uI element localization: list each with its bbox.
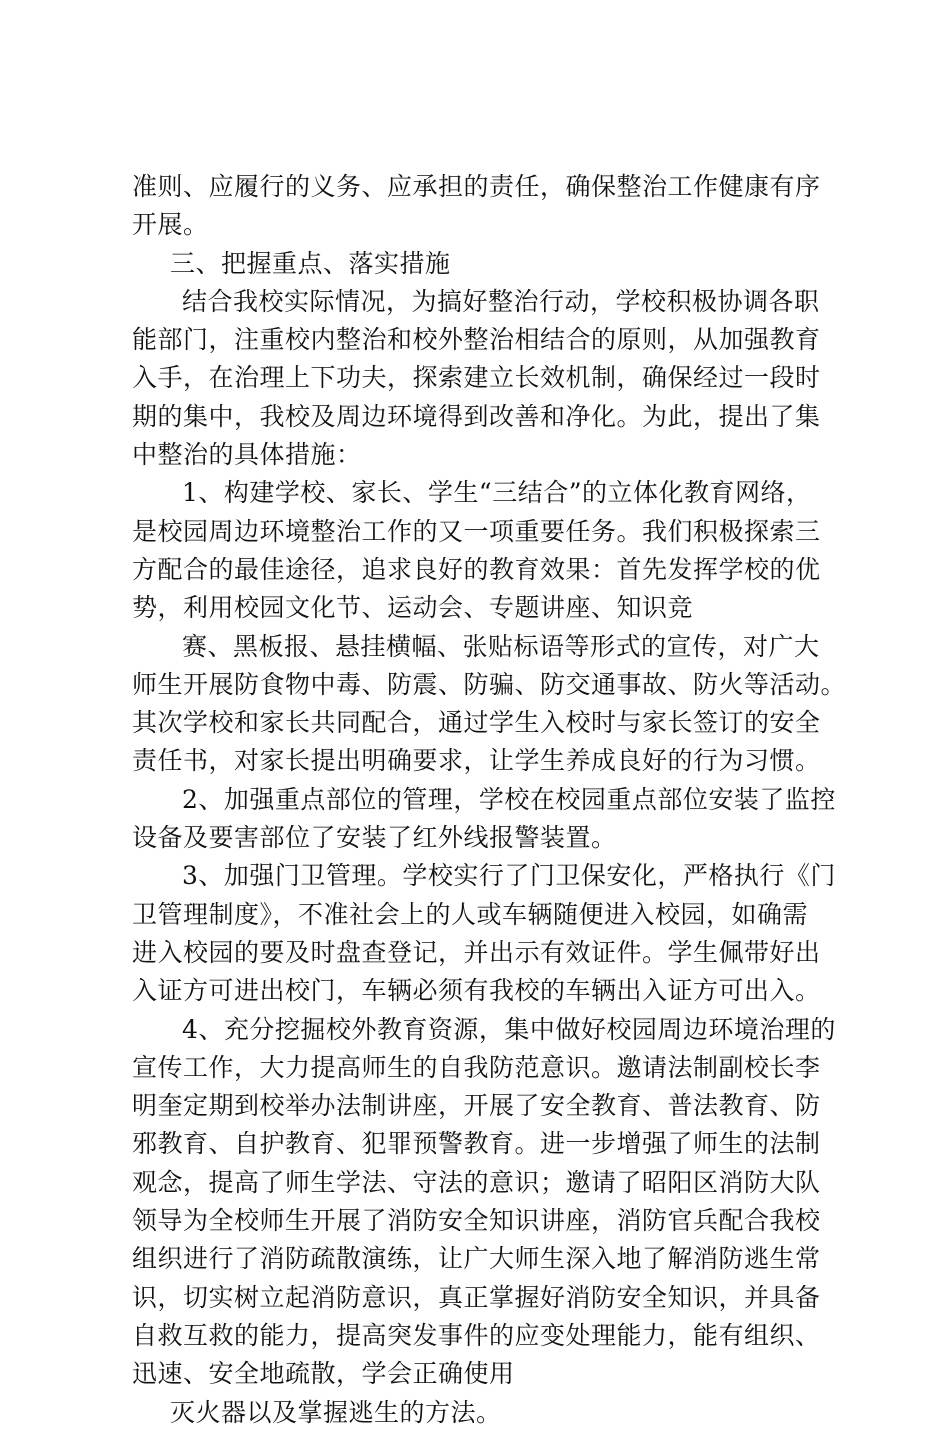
text-line: 1、构建学校、家长、学生“三结合”的立体化教育网络， [182,478,812,508]
text-line: 方配合的最佳途径，追求良好的教育效果：首先发挥学校的优 [132,554,821,584]
section-heading: 三、把握重点、落实措施 [170,248,451,278]
text-line: 自救互救的能力，提高突发事件的应变处理能力，能有组织、 [132,1320,821,1350]
text-line: 期的集中，我校及周边环境得到改善和净化。为此，提出了集 [132,401,821,431]
text-line: 组织进行了消防疏散演练，让广大师生深入地了解消防逃生常 [132,1244,821,1274]
text-line: 进入校园的要及时盘查登记，并出示有效证件。学生佩带好出 [132,937,821,967]
text-line: 灭火器以及掌握逃生的方法。 [170,1397,502,1427]
text-line: 设备及要害部位了安装了红外线报警装置。 [132,823,617,853]
text-line: 准则、应履行的义务、应承担的责任，确保整治工作健康有序 [132,172,821,201]
text-line: 责任书，对家长提出明确要求，让学生养成良好的行为习惯。 [132,746,821,776]
text-line: 入手，在治理上下功夫，探索建立长效机制，确保经过一段时 [132,363,821,393]
document-body [132,168,847,1432]
text-line: 赛、黑板报、悬挂横幅、张贴标语等形式的宣传，对广大 [182,631,820,661]
text-line: 师生开展防食物中毒、防震、防骗、防交通事故、防火等活动。 [132,669,847,699]
text-line: 是校园周边环境整治工作的又一项重要任务。我们积极探索三 [132,516,821,546]
text-line: 明奎定期到校举办法制讲座，开展了安全教育、普法教育、防 [132,1091,821,1121]
text-line: 领导为全校师生开展了消防安全知识讲座，消防官兵配合我校 [132,1206,821,1236]
text-line: 2、加强重点部位的管理，学校在校园重点部位安装了监控 [182,784,836,814]
text-line: 观念，提高了师生学法、守法的意识；邀请了昭阳区消防大队 [132,1167,821,1197]
text-line: 势，利用校园文化节、运动会、专题讲座、知识竞 [132,593,694,623]
text-line: 3、加强门卫管理。学校实行了门卫保安化，严格执行《门 [182,861,836,891]
text-line: 卫管理制度》，不准社会上的人或车辆随便进入校园，如确需 [132,899,809,929]
text-line: 其次学校和家长共同配合，通过学生入校时与家长签订的安全 [132,708,821,738]
text-line: 识，切实树立起消防意识，真正掌握好消防安全知识，并具备 [132,1282,821,1312]
text-line: 4、充分挖掘校外教育资源，集中做好校园周边环境治理的 [182,1014,836,1044]
text-line: 迅速、安全地疏散，学会正确使用 [132,1359,515,1389]
text-line: 邪教育、自护教育、犯罪预警教育。进一步增强了师生的法制 [132,1129,821,1159]
text-line: 开展。 [132,210,209,240]
text-line: 宣传工作，大力提高师生的自我防范意识。邀请法制副校长李 [132,1052,821,1082]
text-line: 中整治的具体措施： [132,440,362,470]
text-line: 结合我校实际情况，为搞好整治行动，学校积极协调各职 [182,286,820,316]
text-line: 入证方可进出校门，车辆必须有我校的车辆出入证方可出入。 [132,976,821,1006]
text-line: 能部门，注重校内整治和校外整治相结合的原则，从加强教育 [132,325,821,355]
